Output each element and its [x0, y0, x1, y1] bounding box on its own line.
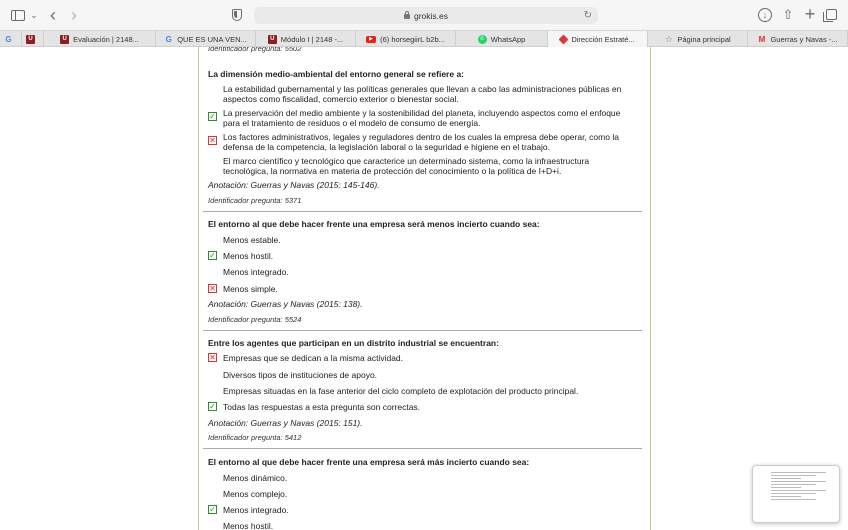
option-text: Menos hostil. — [223, 521, 274, 530]
thumbnail-line — [771, 490, 826, 491]
option-text: Menos simple. — [223, 284, 278, 294]
forward-button[interactable]: › — [71, 4, 77, 25]
thumbnail-line — [771, 484, 816, 485]
tab-youtube[interactable] — [356, 31, 456, 47]
ucm-icon: U — [268, 35, 277, 44]
question-id: Identificador pregunta: 5502 — [208, 47, 302, 53]
star-icon: ☆ — [664, 33, 673, 44]
option-text: Menos dinámico. — [223, 473, 288, 483]
tab-evaluacion[interactable] — [44, 31, 156, 47]
tab-label: Evaluación | 2148... — [73, 34, 139, 44]
gmail-icon: M — [758, 34, 766, 44]
screenshot-thumbnail[interactable] — [752, 465, 840, 523]
thumbnail-line — [771, 499, 816, 500]
question-title: Entre los agentes que participan en un distrito industrial se encuentran: — [208, 338, 499, 348]
thumbnail-line — [771, 475, 816, 476]
question-title: La dimensión medio-ambiental del entorno general se refiere a: — [208, 69, 465, 79]
thumbnail-line — [771, 487, 801, 488]
correct-check-icon: ✓ — [209, 111, 216, 121]
google-icon: G — [5, 34, 12, 44]
option-text: La estabilidad gubernamental y las políticas generales que llevan a cabo las administraciones públicas en — [223, 84, 622, 94]
correct-check-icon: ✓ — [209, 250, 216, 260]
wrong-cross-icon: ✕ — [209, 283, 216, 293]
separator — [203, 211, 642, 212]
option-text: El marco científico y tecnológico que caracterice un determinado sistema, como la infraestructura — [223, 156, 590, 166]
question-title: El entorno al que debe hacer frente una empresa será más incierto cuando sea: — [208, 457, 530, 467]
option-text: Los factores administrativos, legales y reguladores dentro de los cuales la empresa debe operar, como la — [223, 132, 619, 142]
option-text: tecnológica, la normativa en materia de protección del conocimiento o la política de I+D+i. — [223, 166, 562, 176]
lock-icon — [404, 14, 410, 19]
option-text: para el tratamiento de residuos o el modelo de consumo de energía. — [223, 118, 481, 128]
question-title: El entorno al que debe hacer frente una empresa será menos incierto cuando sea: — [208, 219, 540, 229]
google-icon: G — [165, 34, 172, 44]
separator — [203, 448, 642, 449]
tab-label: Guerras y Navas -... — [770, 34, 838, 44]
address-bar[interactable] — [254, 7, 598, 24]
ucm-icon: U — [60, 35, 69, 44]
tab-google[interactable] — [0, 31, 22, 47]
wrong-cross-icon: ✕ — [209, 352, 216, 362]
chevron-down-icon[interactable]: ⌄ — [30, 9, 38, 20]
option-text: Menos estable. — [223, 235, 281, 245]
tab-ucm[interactable] — [22, 31, 44, 47]
option-text: Menos integrado. — [223, 267, 289, 277]
page-content — [0, 47, 848, 530]
youtube-icon: ▶ — [366, 36, 376, 43]
ucm-icon: U — [26, 35, 35, 44]
tab-label: Módulo I | 2148 -... — [280, 34, 344, 44]
question-id: Identificador pregunta: 5412 — [208, 433, 302, 442]
tab-gmail[interactable] — [748, 31, 848, 47]
thumbnail-line — [771, 493, 816, 494]
tab-label: Dirección Estraté... — [571, 34, 635, 44]
tab-modulo[interactable] — [256, 31, 356, 47]
thumbnail-line — [771, 496, 801, 497]
thumbnail-line — [771, 472, 826, 473]
tab-label: Página principal — [677, 34, 731, 44]
question-id: Identificador pregunta: 5524 — [208, 315, 302, 324]
option-text: Empresas situadas en la fase anterior del ciclo completo de explotación del producto principal. — [223, 386, 579, 396]
thumbnail-line — [771, 478, 801, 479]
wrong-cross-icon: ✕ — [209, 135, 216, 145]
option-text: La preservación del medio ambiente y la sostenibilidad del planeta, incluyendo aspectos como el enfoque — [223, 108, 621, 118]
privacy-shield-icon[interactable] — [232, 9, 242, 21]
question-id: Identificador pregunta: 5371 — [208, 196, 302, 205]
whatsapp-icon: ✆ — [478, 35, 487, 44]
tab-bar — [0, 30, 848, 47]
option-text: Diversos tipos de instituciones de apoyo. — [223, 370, 378, 380]
tab-overview-icon[interactable] — [826, 9, 837, 20]
option-text: aspectos como fiscalidad, comercio exterior o bienestar social. — [223, 94, 459, 104]
reload-icon[interactable]: ↻ — [583, 10, 592, 21]
tab-direccion-estrategica[interactable] — [548, 31, 648, 47]
annotation: Anotación: Guerras y Navas (2015: 151). — [208, 418, 363, 428]
browser-toolbar — [0, 0, 848, 30]
tab-que-es[interactable] — [156, 31, 256, 47]
thumbnail-line — [771, 481, 826, 482]
tab-whatsapp[interactable] — [456, 31, 548, 47]
annotation: Anotación: Guerras y Navas (2015: 145-146). — [208, 180, 380, 190]
option-text: Menos integrado. — [223, 505, 289, 515]
share-icon[interactable]: ⇧ — [782, 7, 794, 22]
back-button[interactable]: ‹ — [50, 4, 56, 25]
address-url: grokis.es — [413, 10, 448, 21]
option-text: Menos complejo. — [223, 489, 288, 499]
option-text: Empresas que se dedican a la misma actividad. — [223, 353, 404, 363]
new-tab-icon[interactable]: + — [804, 3, 816, 24]
tab-pagina-principal[interactable] — [648, 31, 748, 47]
separator — [203, 330, 642, 331]
download-icon[interactable]: ↓ — [758, 8, 772, 22]
tab-label: (6) horsegiirL b2b... — [380, 34, 445, 44]
tab-label: WhatsApp — [490, 34, 526, 44]
diamond-icon — [559, 34, 569, 44]
option-text: defensa de la competencia, la legislación laboral o la seguridad e higiene en el trabajo. — [223, 142, 550, 152]
option-text: Menos hostil. — [223, 251, 274, 261]
tab-label: QUE ES UNA VEN... — [177, 34, 247, 44]
sidebar-toggle-icon[interactable] — [11, 10, 25, 21]
option-text: Todas las respuestas a esta pregunta son correctas. — [223, 402, 421, 412]
correct-check-icon: ✓ — [209, 504, 216, 514]
annotation: Anotación: Guerras y Navas (2015: 138). — [208, 299, 363, 309]
correct-check-icon: ✓ — [209, 401, 216, 411]
